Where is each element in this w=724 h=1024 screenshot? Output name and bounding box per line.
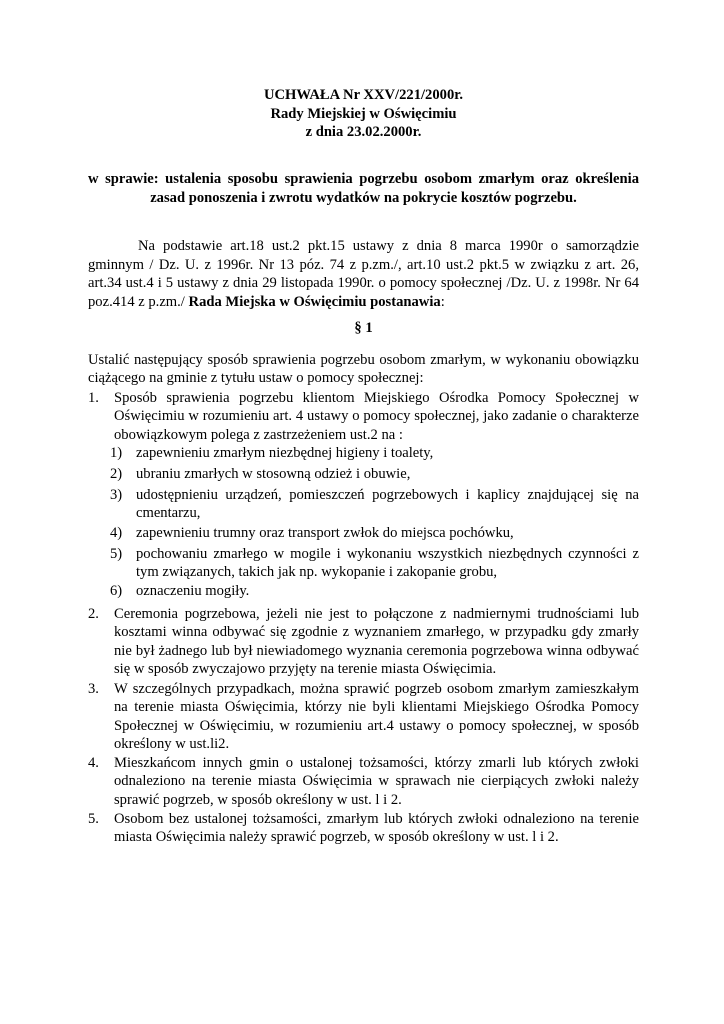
legal-basis [88, 237, 639, 311]
resolution-header [88, 86, 639, 142]
sub-item-number: 1) [110, 445, 123, 461]
legal-basis-text: Na podstawie art.18 ust.2 pkt.15 ustawy z dnia 8 marca 1990r o samorządzie gminnym / Dz. U. z 1996r. Nr 13 póz. 74 z p.zm./, art.10 ust.2 pkt.5 w związku z art. 26, art.34 ust.4 i 5 ustawy z dnia 29 listopada 1990r. o pomocy społecznej /Dz. U. z 1998r. Nr 64 poz.414 z p.zm./ [88, 238, 639, 310]
list-item-number: 3. [88, 681, 99, 697]
list-item-text: W szczególnych przypadkach, można sprawić pogrzeb osobom zmarłym zamieszkałym na terenie miasta Oświęcimia, którzy nie byli klientami Miejskiego Ośrodka Pomocy Społecznej w Oświęcimiu, w rozumieniu art.4 ustawy o pomocy społecznej, w sposób określony w ust.li2. [114, 681, 639, 752]
sub-item-text: oznaczeniu mogiły. [136, 583, 250, 599]
sub-item-text: udostępnieniu urządzeń, pomieszczeń pogrzebowych i kaplicy znajdującej się na cmentarzu, [136, 487, 639, 522]
sub-item-number: 5) [110, 546, 123, 562]
sub-item-number: 2) [110, 466, 123, 482]
list-item-number: 5. [88, 811, 99, 827]
sub-item-number: 4) [110, 525, 123, 541]
resolution-subject: w sprawie: ustalenia sposobu sprawienia pogrzebu osobom zmarłym oraz określenia zasad ponoszenia i zwrotu wydatków na pokrycie kosztów pogrzebu. [88, 171, 639, 206]
issuing-body: Rady Miejskiej w Oświęcimiu [270, 105, 457, 122]
legal-basis-closing: Rada Miejska w Oświęcimiu postanawia [188, 293, 441, 310]
list-item-number: 4. [88, 755, 99, 771]
sub-item-text: ubraniu zmarłych w stosowną odzież i obuwie, [136, 466, 411, 482]
list-item-text: Sposób sprawienia pogrzebu klientom Miejskiego Ośrodka Pomocy Społecznej w Oświęcimiu w rozumieniu art. 4 ustawy o pomocy społecznej, jako zadanie o charakterze obowiązkowym polega z zastrzeżeniem ust.2 na : [114, 390, 639, 443]
list-item-text: Mieszkańcom innych gmin o ustalonej tożsamości, którzy zmarli lub których zwłoki odnaleziono na terenie miasta Oświęcimia w sprawach nie cierpiących zwłoki należy sprawić pogrzeb, w sposób określony w ust. l i 2. [114, 755, 639, 808]
resolution-date: z dnia 23.02.2000r. [305, 124, 422, 140]
list-item-text: Ceremonia pogrzebowa, jeżeli nie jest to połączone z nadmiernymi trudnościami lub kosztami winna odbywać się zgodnie z wyznaniem zmarłego, w przypadku gdy zmarły nie był żadnego lub był niewiadomego wyznania ceremonia pogrzebowa winna odbywać się w sposób zwyczajowo przyjęty na terenie miasta Oświęcimia. [114, 606, 639, 677]
section-heading: § 1 [354, 320, 373, 336]
intro-paragraph: Ustalić następujący sposób sprawienia pogrzebu osobom zmarłym, w wykonaniu obowiązku ciążącego na gminie z tytułu ustaw o pomocy społecznej: [88, 352, 639, 387]
sub-item-text: pochowaniu zmarłego w mogile i wykonaniu wszystkich niezbędnych czynności z tym związanych, takich jak np. wykopanie i zakopanie grobu, [136, 546, 639, 581]
list-item-number: 2. [88, 606, 99, 622]
legal-basis-paragraph [88, 237, 639, 311]
sub-item-text: zapewnieniu trumny oraz transport zwłok do miejsca pochówku, [136, 525, 514, 541]
resolution-number: UCHWAŁA Nr XXV/221/2000r. [263, 87, 464, 103]
list-item-number: 1. [88, 390, 99, 406]
list-item-text: Osobom bez ustalonej tożsamości, zmarłym lub których zwłoki odnaleziono na terenie miasta Oświęcimia należy sprawić pogrzeb, w sposób określony w ust. l i 2. [114, 811, 639, 846]
legal-basis-colon: : [440, 293, 445, 310]
sub-item-number: 6) [110, 583, 123, 599]
sub-item-text: zapewnieniu zmarłym niezbędnej higieny i toalety, [136, 445, 434, 461]
sub-item-number: 3) [110, 487, 123, 503]
